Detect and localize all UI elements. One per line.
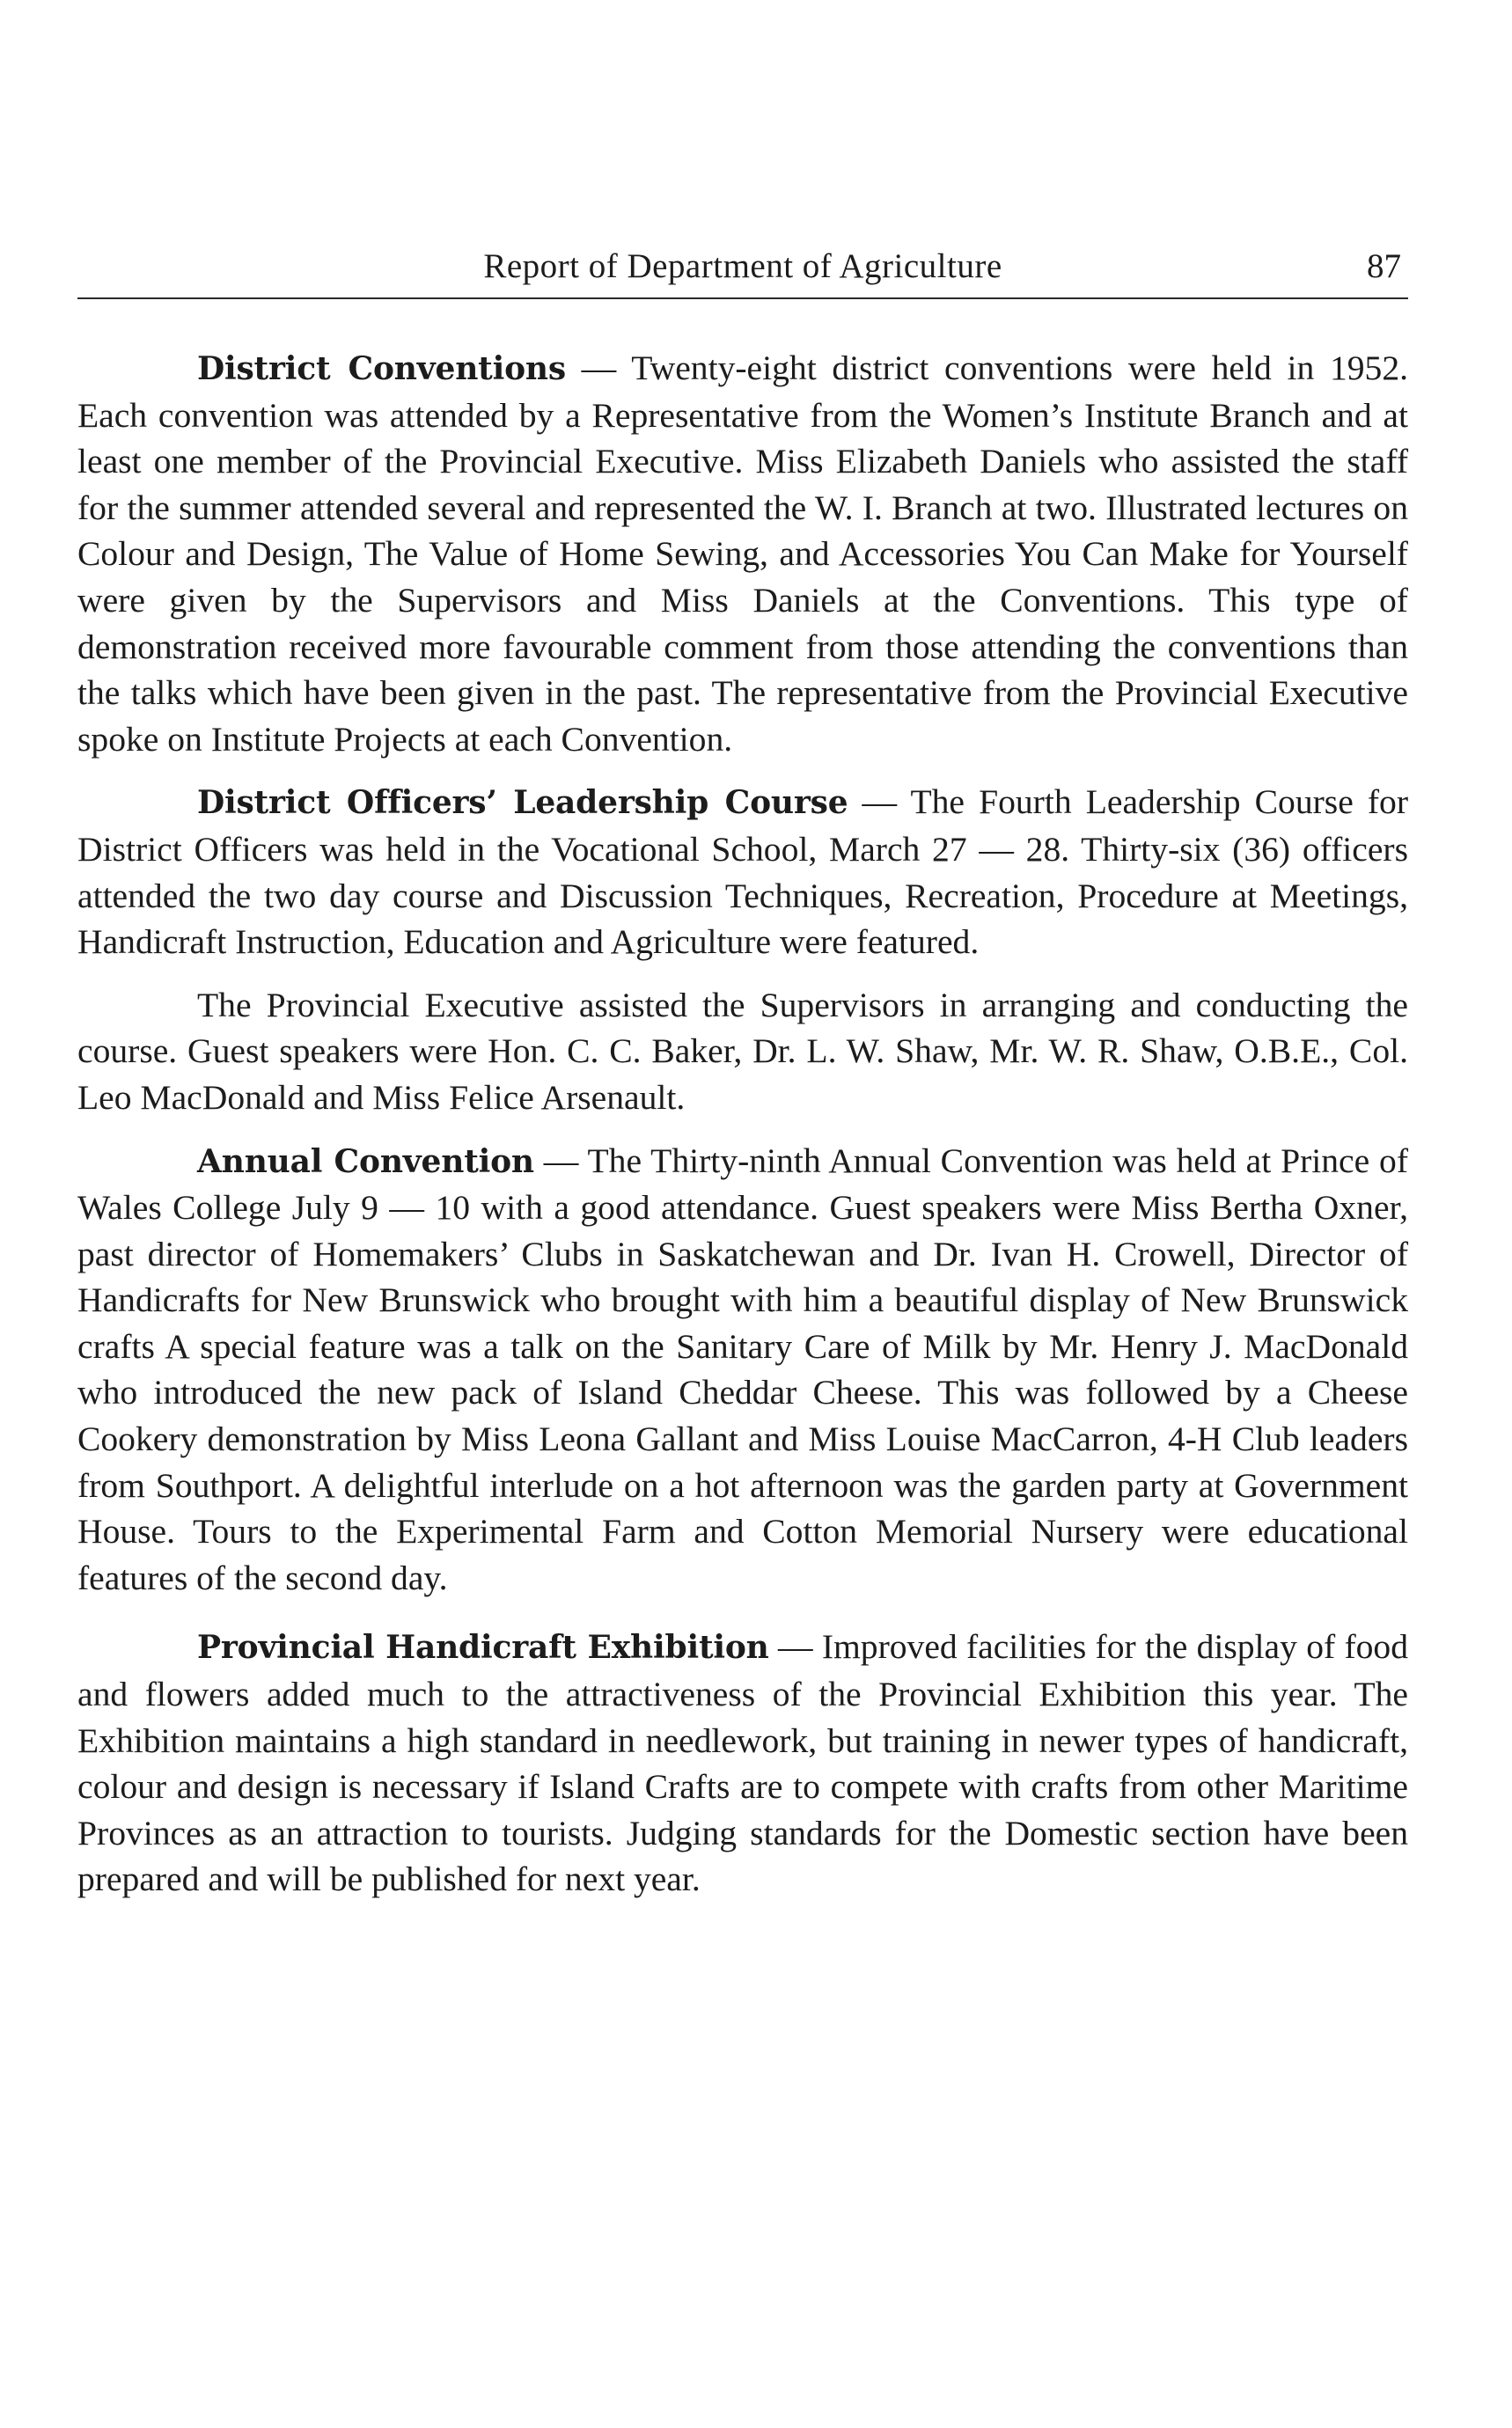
section-heading: District Conventions	[197, 350, 566, 387]
paragraph-leadership-course	[77, 779, 1408, 965]
paragraph-text: Improved facilities for the display of food and flowers added much to the attractiveness of the Provincial Exhibition this year. The Exhibition maintains a high standard in needlework, but training in newer types of handicraft, colour and design is necessary if Island Crafts are to compete with crafts from other Maritime Provinces as an attraction to tourists. Judging standards for the Domestic section have been prepared and will be published for next year.	[77, 1627, 1408, 1899]
heading-dash: —	[848, 782, 911, 822]
document-page	[77, 0, 1408, 2428]
running-header	[77, 245, 1408, 299]
heading-dash: —	[533, 1141, 588, 1180]
section-heading: District Officers’ Leadership Course	[197, 784, 848, 822]
section-heading: Annual Convention	[197, 1142, 534, 1180]
paragraph-guest-speakers	[77, 982, 1408, 1121]
section-heading: Provincial Handicraft Exhibition	[197, 1629, 769, 1667]
running-title: Report of Department of Agriculture	[483, 247, 1002, 285]
paragraph-text: The Thirty-ninth Annual Convention was held at Prince of Wales College July 9 — 10 with a good attendance. Guest speakers were Miss Bertha Oxner, past director of Homemakers’ Clubs in Saskatchewan and Dr. Ivan H. Crowell, Director of Handicrafts for New Brunswick who brought with him a beautiful display of New Brunswick crafts A special feature was a talk on the Sanitary Care of Milk by Mr. Henry J. MacDonald who introduced the new pack of Island Cheddar Cheese. This was followed by a Cheese Cookery demonstration by Miss Leona Gallant and Miss Louise MacCarron, 4-H Club leaders from Southport. A delightful interlude on a hot afternoon was the garden party at Government House. Tours to the Experimental Farm and Cotton Memorial Nursery were educational features of the second day.	[77, 1141, 1409, 1597]
paragraph-text: The Provincial Executive assisted the Supervisors in arranging and conducting the course. Guest speakers were Hon. C. C. Baker, Dr. L. W. Shaw, Mr. W. R. Shaw, O.B.E., Col. Leo MacDonald and Miss Felice Arsenault.	[77, 985, 1408, 1117]
paragraph-district-conventions	[77, 345, 1408, 762]
body-text	[77, 345, 1408, 1903]
heading-dash: —	[768, 1627, 822, 1667]
paragraph-annual-convention	[77, 1138, 1408, 1602]
paragraph-text: The Fourth Leadership Course for District Officers was held in the Vocational School, March 27 — 28. Thirty-six (36) officers attended the two day course and Discussion Techniques, Recreation, Procedure at Meetings, Handicraft Instruction, Education and Agriculture were featured.	[77, 782, 1408, 962]
page-number: 87	[1367, 247, 1401, 285]
paragraph-text: Twenty-eight district conventions were held in 1952. Each convention was attended by a Representative from the Women’s Institute Branch and at least one member of the Provincial Executive. Miss Elizabeth Daniels who assisted the staff for the summer attended several and represented the W. I. Branch at two. Illustrated lectures on Colour and Design, The Value of Home Sewing, and Accessories You Can Make for Yourself were given by the Supervisors and Miss Daniels at the Conventions. This type of demonstration received more favourable comment from those attending the conventions than the talks which have been given in the past. The representative from the Provincial Executive spoke on Institute Projects at each Convention.	[77, 348, 1409, 759]
paragraph-handicraft-exhibition	[77, 1624, 1408, 1903]
heading-dash: —	[565, 348, 632, 387]
